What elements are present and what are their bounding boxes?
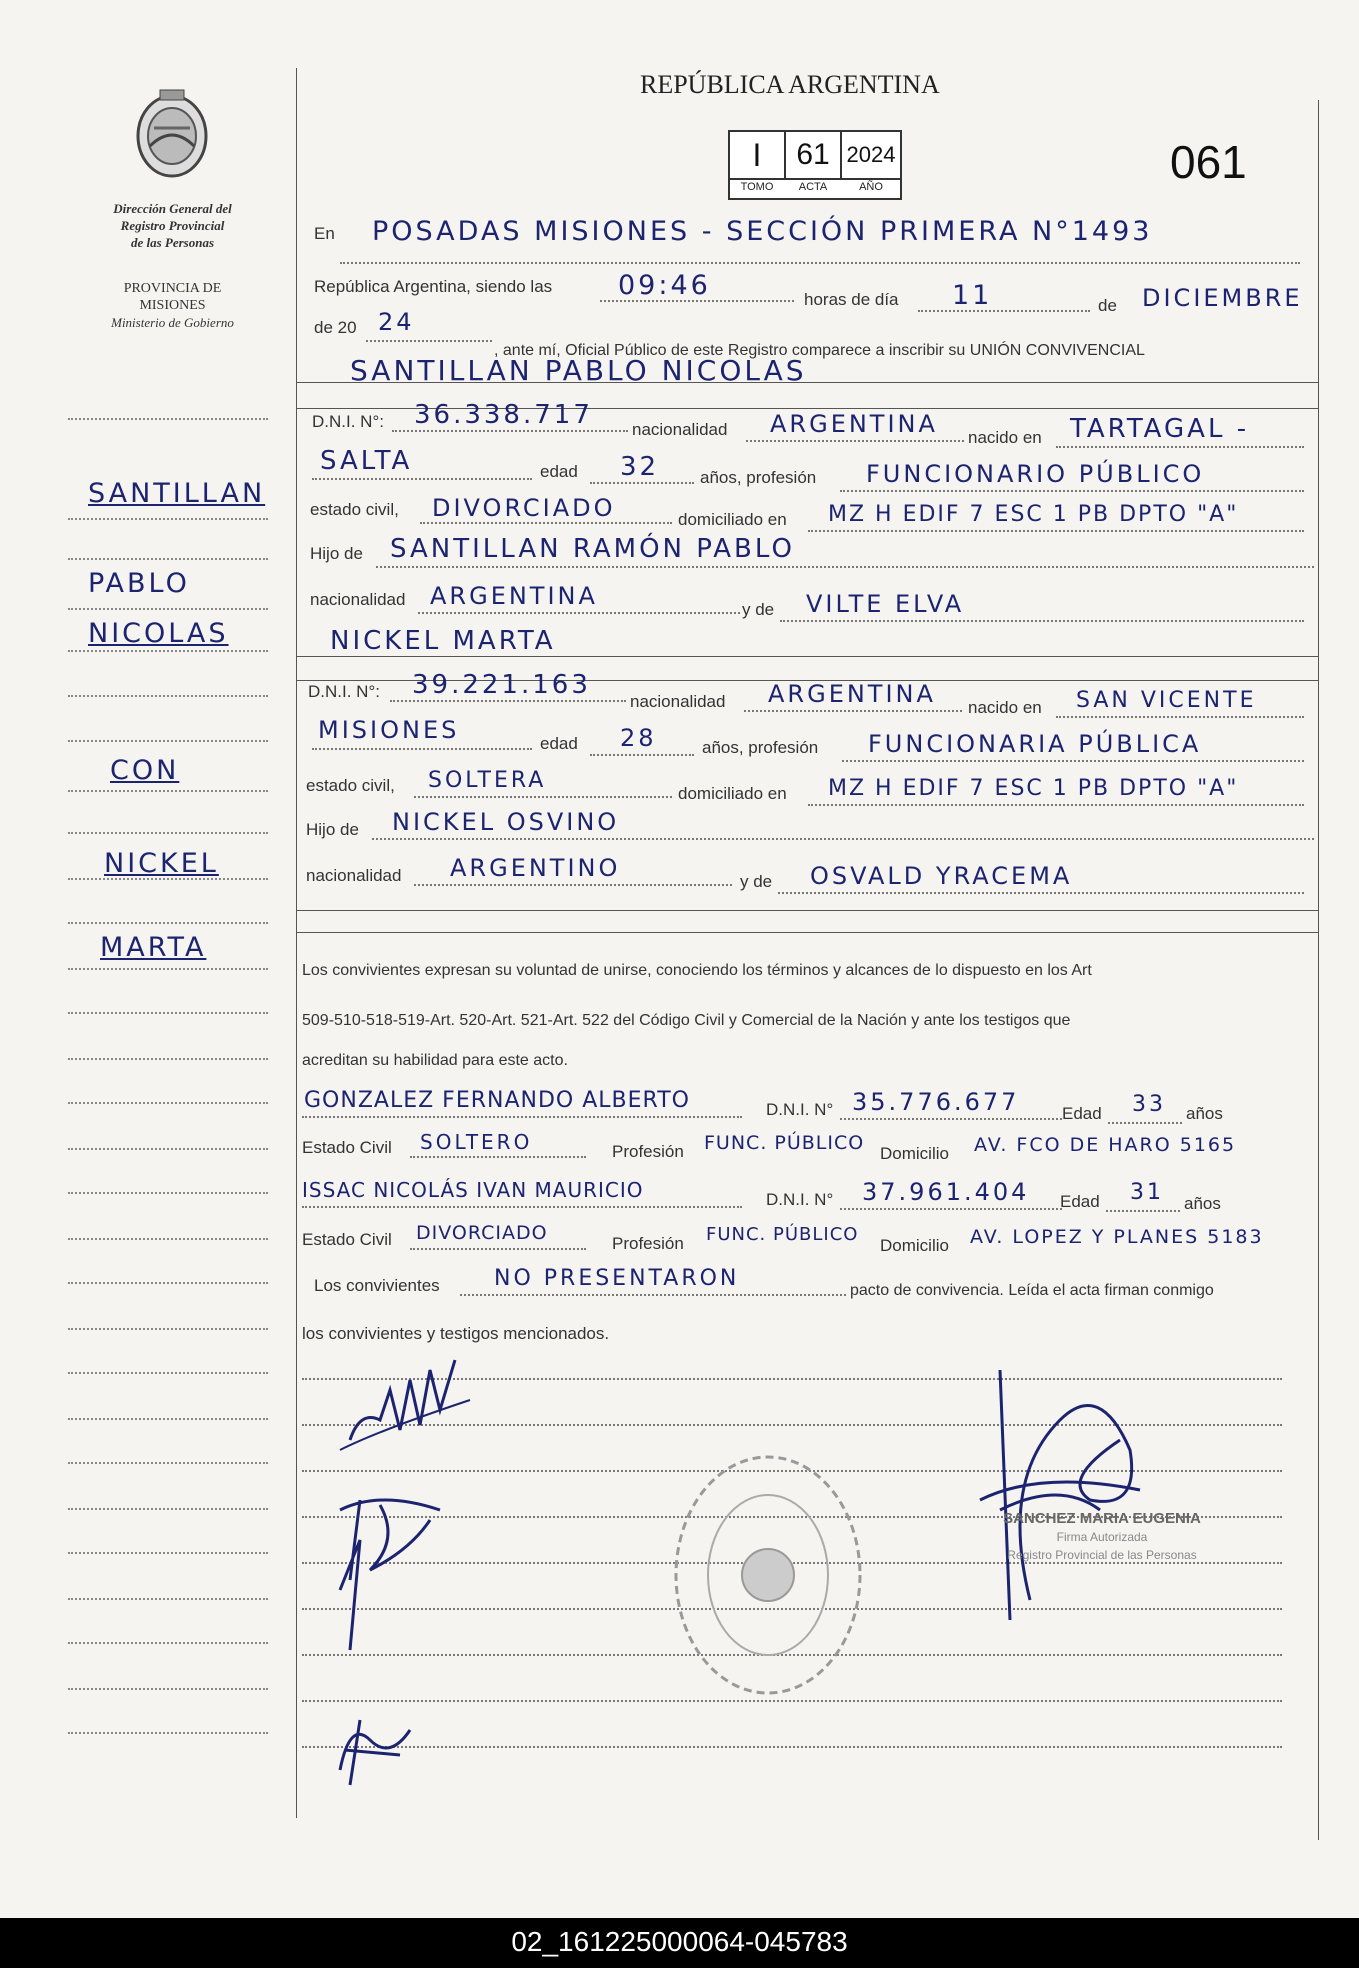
province-crest	[132, 86, 212, 182]
p2-prof-label: años, profesión	[702, 738, 819, 757]
p2-yde-label: y de	[740, 872, 773, 891]
p1-father: SANTILLAN RAMÓN PABLO	[390, 534, 795, 564]
w2-anios-label: años	[1184, 1194, 1221, 1213]
p2-address: MZ H EDIF 7 ESC 1 PB DPTO "A"	[828, 776, 1239, 801]
closing-line-2: los convivientes y testigos mencionados.	[302, 1324, 610, 1343]
w1-dni: 35.776.677	[852, 1088, 1020, 1116]
w1-address: AV. FCO DE HARO 5165	[974, 1134, 1237, 1156]
legal-line-3: acreditan su habilidad para este acto.	[302, 1052, 568, 1069]
p2-age: 28	[620, 724, 657, 752]
sidebar-name-5: NICKEL	[104, 848, 219, 879]
p1-mother: VILTE ELVA	[806, 590, 965, 618]
w1-edad-label: Edad	[1062, 1104, 1102, 1123]
w2-dni: 37.961.404	[862, 1178, 1030, 1206]
sidebar-name-4: CON	[110, 755, 180, 786]
p1-father-nac-label: nacionalidad	[310, 590, 406, 609]
p1-civil: DIVORCIADO	[432, 494, 616, 522]
p1-civil-label: estado civil,	[310, 500, 399, 519]
w1-profession: FUNC. PÚBLICO	[704, 1132, 865, 1154]
legal-line-1: Los convivientes expresan su voluntad de unirse, conociendo los términos y alcances de lo dispuesto en los Art	[302, 962, 1092, 979]
time-value: 09:46	[618, 270, 711, 301]
month-value: DICIEMBRE	[1142, 284, 1303, 312]
w2-prof-label: Profesión	[612, 1234, 684, 1253]
p2-civil: SOLTERA	[428, 768, 547, 793]
sidebar-name-2: PABLO	[88, 568, 190, 599]
year-value: 24	[378, 308, 415, 336]
p2-nac-label: nacionalidad	[630, 692, 726, 711]
p2-profession: FUNCIONARIA PÚBLICA	[868, 730, 1202, 758]
p2-father-nac-label: nacionalidad	[306, 866, 402, 885]
dept-line-3: de las Personas	[130, 235, 215, 250]
w2-edad-label: Edad	[1060, 1192, 1100, 1211]
w1-civil: SOLTERO	[420, 1130, 533, 1154]
sidebar-name-3: NICOLAS	[88, 618, 229, 649]
p1-birthplace2: SALTA	[320, 446, 413, 476]
legal-line-2: 509-510-518-519-Art. 520-Art. 521-Art. 522 del Código Civil y Comercial de la Nación y ante los testigos que	[302, 1012, 1071, 1029]
w1-civil-label: Estado Civil	[302, 1138, 392, 1157]
de-label-1: de	[1098, 296, 1117, 315]
person1-name: SANTILLAN PABLO NICOLAS	[350, 354, 807, 387]
ministry: Ministerio de Gobierno	[111, 315, 234, 330]
p1-hijo-label: Hijo de	[310, 544, 363, 563]
p2-father: NICKEL OSVINO	[392, 808, 620, 836]
p2-edad-label: edad	[540, 734, 578, 753]
p2-nationality: ARGENTINA	[768, 680, 936, 708]
w1-dni-label: D.N.I. N°	[766, 1100, 834, 1119]
p1-profession: FUNCIONARIO PÚBLICO	[866, 460, 1205, 488]
w2-address: AV. LOPEZ Y PLANES 5183	[970, 1226, 1264, 1248]
p2-nacido-label: nacido en	[968, 698, 1042, 717]
signature-1	[330, 1350, 490, 1460]
p1-address: MZ H EDIF 7 ESC 1 PB DPTO "A"	[828, 502, 1239, 527]
pact-value: NO PRESENTARON	[494, 1266, 740, 1291]
w1-anios-label: años	[1186, 1104, 1223, 1123]
p1-birthplace1: TARTAGAL -	[1070, 414, 1250, 444]
w2-age: 31	[1130, 1180, 1164, 1205]
p2-birthplace1: SAN VICENTE	[1076, 688, 1257, 713]
officer-registry: Registro Provincial de las Personas	[1007, 1548, 1197, 1562]
person2-name: NICKEL MARTA	[330, 626, 556, 656]
en-label: En	[314, 224, 335, 243]
p1-prof-label: años, profesión	[700, 468, 817, 487]
signature-2	[320, 1480, 470, 1660]
rep-label: República Argentina, siendo las	[314, 277, 553, 296]
w2-name: ISSAC NICOLÁS IVAN MAURICIO	[302, 1178, 644, 1202]
p2-dni: 39.221.163	[412, 670, 591, 700]
p1-nationality: ARGENTINA	[770, 410, 938, 438]
sidebar-name-1: SANTILLAN	[88, 478, 266, 509]
p1-nacido-label: nacido en	[968, 428, 1042, 447]
year-prefix: de 20	[314, 318, 357, 337]
country-title: REPÚBLICA ARGENTINA	[640, 70, 940, 99]
w1-dom-label: Domicilio	[880, 1144, 949, 1163]
province-line-1: PROVINCIA DE	[123, 281, 222, 296]
w2-civil-label: Estado Civil	[302, 1230, 392, 1249]
official-seal	[668, 1450, 868, 1700]
w2-dom-label: Domicilio	[880, 1236, 949, 1255]
acta-value: 61	[786, 132, 842, 178]
p1-dom-label: domiciliado en	[678, 510, 787, 529]
w1-prof-label: Profesión	[612, 1142, 684, 1161]
dept-line-2: Registro Provincial	[120, 218, 225, 233]
p1-dni-label: D.N.I. N°:	[312, 412, 384, 431]
w1-name: GONZALEZ FERNANDO ALBERTO	[304, 1088, 690, 1113]
p2-father-nac: ARGENTINO	[450, 854, 621, 882]
p2-birthplace2: MISIONES	[318, 716, 460, 744]
p1-nac-label: nacionalidad	[632, 420, 728, 439]
signature-3	[320, 1700, 430, 1790]
officer-title: Firma Autorizada	[1056, 1530, 1148, 1544]
p1-dni: 36.338.717	[414, 400, 593, 430]
p2-hijo-label: Hijo de	[306, 820, 359, 839]
page-number: 061	[1170, 136, 1247, 188]
conv-label: Los convivientes	[314, 1276, 440, 1295]
p1-edad-label: edad	[540, 462, 578, 481]
p2-civil-label: estado civil,	[306, 776, 395, 795]
tomo-value: I	[730, 132, 786, 178]
pact-label: pacto de convivencia. Leída el acta firman conmigo	[850, 1282, 1214, 1299]
barcode-id: 02_161225000064-045783	[511, 1926, 848, 1957]
w2-civil: DIVORCIADO	[416, 1222, 548, 1244]
horas-label: horas de día	[804, 290, 899, 309]
w1-age: 33	[1132, 1092, 1166, 1117]
officer-signature	[940, 1360, 1200, 1630]
w2-dni-label: D.N.I. N°	[766, 1190, 834, 1209]
anio-label: AÑO	[859, 181, 883, 193]
tomo-label: TOMO	[740, 181, 774, 193]
dept-line-1: Dirección General del	[113, 201, 232, 216]
p2-dni-label: D.N.I. N°:	[308, 682, 380, 701]
officer-name: SANCHEZ MARIA EUGENIA	[1003, 1510, 1201, 1527]
p1-age: 32	[620, 452, 660, 482]
p1-yde-label: y de	[742, 600, 775, 619]
p1-father-nac: ARGENTINA	[430, 582, 598, 610]
acta-label: ACTA	[798, 181, 828, 193]
sidebar-name-6: MARTA	[100, 932, 207, 963]
place-value: POSADAS MISIONES - SECCIÓN PRIMERA N°1493	[372, 216, 1153, 247]
anio-value: 2024	[846, 142, 896, 167]
p2-mother: OSVALD YRACEMA	[810, 862, 1073, 890]
officer-stamp	[972, 1510, 1232, 1564]
p2-dom-label: domiciliado en	[678, 784, 787, 803]
day-value: 11	[952, 280, 993, 311]
record-box	[728, 130, 902, 200]
w2-profession: FUNC. PÚBLICO	[706, 1224, 859, 1245]
statement: , ante mí, Oficial Público de este Registro comparece a inscribir su UNIÓN CONVIVENCIAL	[494, 342, 1145, 359]
province-line-2: MISIONES	[139, 298, 206, 313]
